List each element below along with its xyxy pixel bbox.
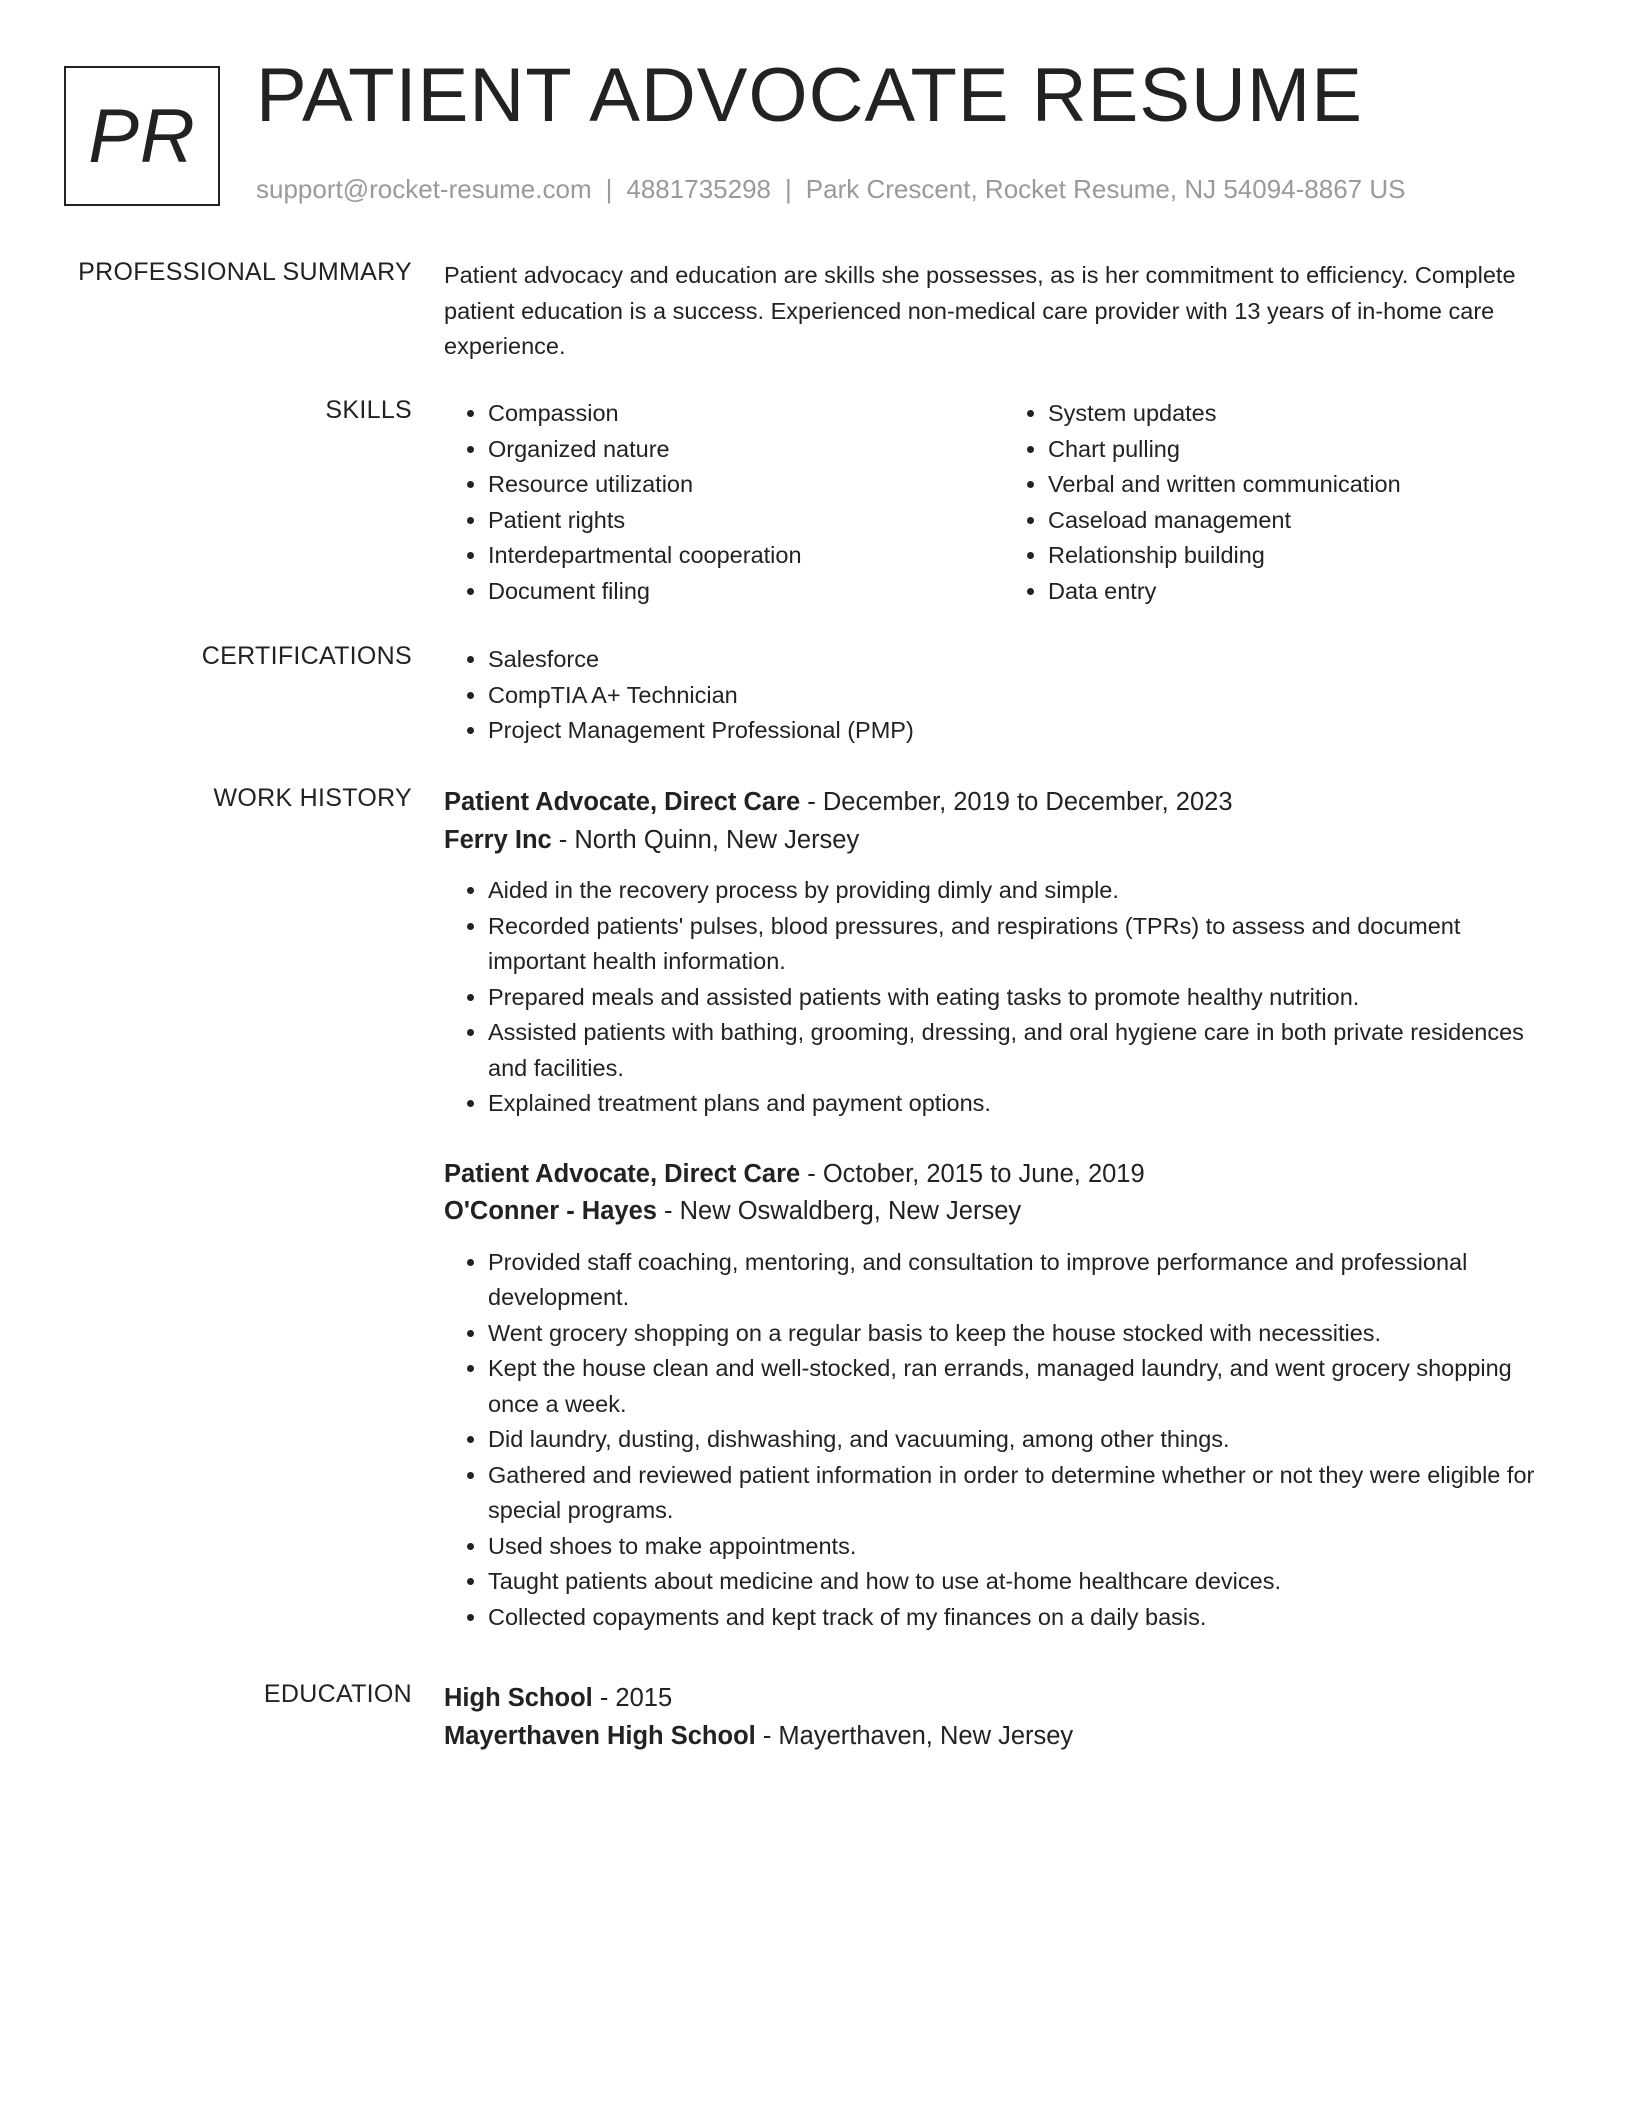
skills-columns (444, 396, 1564, 609)
education-school-line (444, 1718, 1564, 1756)
list-item: • Document filing (488, 574, 1004, 610)
list-item: • Gathered and reviewed patient information in order to determine whether or not they were eligible for special programs. (488, 1458, 1564, 1529)
list-item: • Kept the house clean and well-stocked, ran errands, managed laundry, and went grocery shopping once a week. (488, 1351, 1564, 1422)
list-item: • Provided staff coaching, mentoring, and consultation to improve performance and professional development. (488, 1245, 1564, 1316)
education-degree: High School (444, 1684, 593, 1712)
contact-line (256, 174, 1405, 205)
education-school: Mayerthaven High School (444, 1721, 756, 1750)
list-item: • Salesforce (488, 642, 1564, 678)
list-item: • Aided in the recovery process by providing dimly and simple. (488, 873, 1564, 909)
contact-email[interactable]: support@rocket-resume.com (256, 174, 592, 204)
list-item: • Went grocery shopping on a regular basis to keep the house stocked with necessities. (488, 1316, 1564, 1352)
list-item: • Recorded patients' pulses, blood pressures, and respirations (TPRs) to assess and document important health information. (488, 909, 1564, 980)
page-title: PATIENT ADVOCATE RESUME (256, 53, 1363, 138)
job-company-line (444, 1193, 1564, 1231)
list-item: • Project Management Professional (PMP) (488, 713, 1564, 749)
section-heading: WORK HISTORY (213, 784, 412, 812)
section-heading: CERTIFICATIONS (201, 642, 412, 670)
job-title-line (444, 1156, 1564, 1194)
list-item: • Prepared meals and assisted patients with eating tasks to promote healthy nutrition. (488, 980, 1564, 1016)
job-company: O'Conner - Hayes (444, 1197, 657, 1225)
list-item: • Resource utilization (488, 467, 1004, 503)
list-item: • Assisted patients with bathing, grooming, dressing, and oral hygiene care in both private residences and facilities. (488, 1015, 1564, 1086)
job-title: Patient Advocate, Direct Care (444, 788, 801, 816)
education-degree-line (444, 1680, 1564, 1718)
job-title: Patient Advocate, Direct Care (444, 1159, 801, 1188)
list-item: • Data entry (1048, 574, 1564, 610)
contact-phone[interactable]: 4881735298 (626, 174, 771, 204)
section-heading: EDUCATION (263, 1680, 412, 1708)
education-year: - 2015 (592, 1684, 673, 1712)
list-item: • Explained treatment plans and payment options. (488, 1086, 1564, 1122)
contact-address: Park Crescent, Rocket Resume, NJ 54094-8867 US (805, 174, 1406, 204)
list-item: • CompTIA A+ Technician (488, 678, 1564, 714)
list-item: • Compassion (488, 396, 1004, 432)
list-item: • System updates (1048, 396, 1564, 432)
job-bullets (444, 873, 1564, 1122)
section-heading: PROFESSIONAL SUMMARY (78, 258, 412, 286)
skills-list-right (1004, 396, 1564, 609)
contact-separator: | (785, 174, 792, 204)
contact-separator: | (605, 174, 613, 204)
list-item: • Patient rights (488, 503, 1004, 539)
list-item: • Taught patients about medicine and how to use at-home healthcare devices. (488, 1564, 1564, 1600)
job-company-line (444, 822, 1564, 860)
job-dates: - December, 2019 to December, 2023 (800, 788, 1233, 816)
list-item: • Did laundry, dusting, dishwashing, and vacuuming, among other things. (488, 1422, 1564, 1458)
job-dates: - October, 2015 to June, 2019 (800, 1159, 1145, 1188)
work-history-body (444, 784, 1564, 1635)
job-company: Ferry Inc (444, 825, 552, 854)
list-item: • Caseload management (1048, 503, 1564, 539)
job-entry (444, 1156, 1564, 1636)
certifications-body (444, 642, 1564, 749)
list-item: • Verbal and written communication (1048, 467, 1564, 503)
job-bullets (444, 1245, 1564, 1636)
list-item: • Used shoes to make appointments. (488, 1529, 1564, 1565)
list-item: • Relationship building (1048, 538, 1564, 574)
section-heading: SKILLS (325, 396, 412, 424)
list-item: • Collected copayments and kept track of my finances on a daily basis. (488, 1600, 1564, 1636)
education-body (444, 1680, 1564, 1755)
summary-text: Patient advocacy and education are skills she possesses, as is her commitment to efficiency. Complete patient education is a success. Experienced non-medical care provider with 13 years of in-home care experience. (444, 262, 1516, 359)
job-entry (444, 784, 1564, 1122)
job-title-line (444, 784, 1564, 822)
certifications-list (444, 642, 1564, 749)
skills-list-left (444, 396, 1004, 609)
list-item: • Organized nature (488, 432, 1004, 468)
education-location: - Mayerthaven, New Jersey (755, 1721, 1074, 1750)
job-location: - North Quinn, New Jersey (551, 825, 860, 854)
job-location: - New Oswaldberg, New Jersey (656, 1197, 1022, 1225)
list-item: • Interdepartmental cooperation (488, 538, 1004, 574)
list-item: • Chart pulling (1048, 432, 1564, 468)
monogram-logo: PR (64, 66, 220, 206)
